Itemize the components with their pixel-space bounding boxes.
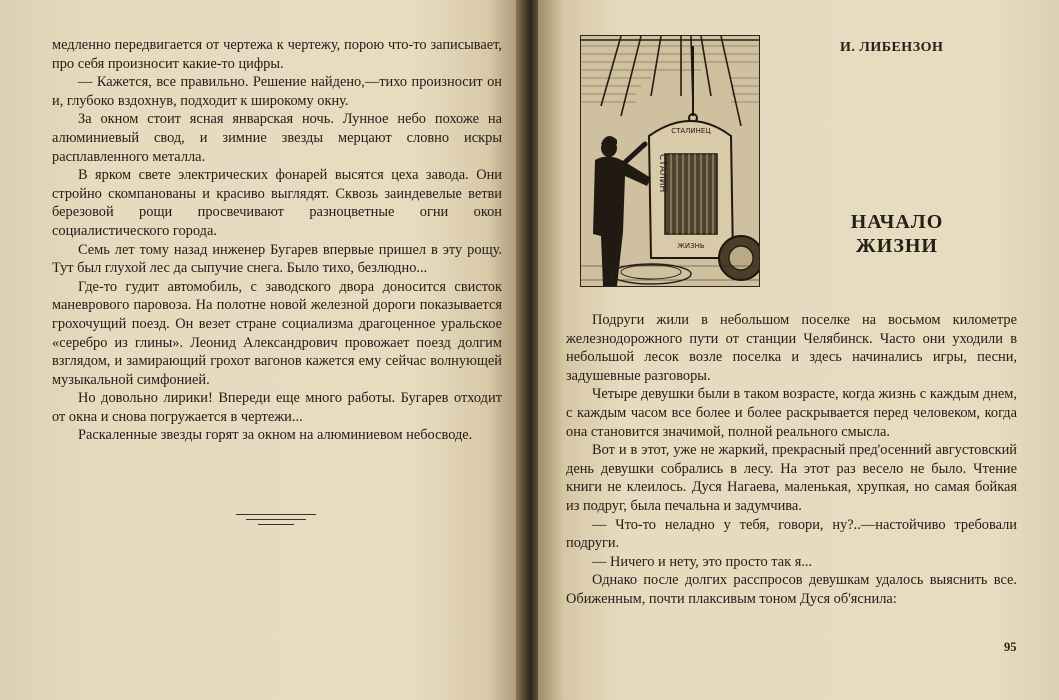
paragraph: — Кажется, все правильно. Решение найдено,—тихо произносит он и, глубоко вздохнув, подходит к широкому окну. xyxy=(52,74,502,109)
paragraph: В ярком свете электрических фонарей высятся цеха завода. Они стройно скомпанованы и красиво выглядят. Сквозь заиндевелые ветви березовой рощи просвечивают разноцветные огни окон социалистического города. xyxy=(52,167,502,239)
left-page xyxy=(0,0,520,700)
story-title-line: ЖИЗНИ xyxy=(855,235,938,257)
page-number: 95 xyxy=(1004,640,1017,654)
paragraph: Подруги жили в небольшом поселке на восьмом километре железнодорожного пути от станции Челябинск. Часто они уходили в небольшой лесок возле поселка и здесь начинались игры, песни, задушевные разговоры. xyxy=(566,312,1017,384)
paragraph: — Ничего и нету, это просто так я... xyxy=(592,553,813,570)
right-page-text xyxy=(566,311,1017,609)
running-head: И. ЛИБЕНЗОН xyxy=(840,40,944,55)
story-title-line: НАЧАЛО xyxy=(850,211,944,233)
factory-illustration xyxy=(580,35,760,287)
paragraph: Четыре девушки были в таком возрасте, когда жизнь с каждым днем, с каждым часом все более и более раскрывается перед человеком, когда она становится значимой, полной реального смысла. xyxy=(566,386,1017,440)
paragraph: Семь лет тому назад инженер Бугарев впервые пришел в эту рощу. Тут был глухой лес да сыпучие снега. Было тихо, безлюдно... xyxy=(52,241,502,277)
illustration-label-bottom: ЖИЗНЬ xyxy=(677,242,705,250)
paragraph: — Что-то неладно у тебя, говори, ну?..—настойчиво требовали подруги. xyxy=(566,516,1017,552)
right-page xyxy=(538,0,1059,700)
left-page-text xyxy=(52,36,502,445)
paragraph: Вот и в этот, уже не жаркий, прекрасный пред'осенний августовский день девушки собрались в лесу. На этот раз весело не было. Чтение книги не клеилось. Дуся Нагаева, маленькая, хрупкая, но самая бойкая из подруг, была печальна и задумчива. xyxy=(566,442,1017,514)
factory-engraving xyxy=(581,36,759,286)
paragraph: Где-то гудит автомобиль, с заводского двора доносится свисток маневрового паровоза. На полотне новой железной дороги показывается грохочущий поезд. Он везет стране социализма драгоценное уральское «серебро из глины». Леонид Александрович провожает поезд долгим взглядом, и замирающий грохот вагонов кажется ему сейчас волнующей музыкальной симфонией. xyxy=(52,278,502,388)
paragraph: Но довольно лирики! Впереди еще много работы. Бугарев отходит от окна и снова погружается в чертежи... xyxy=(52,390,502,425)
section-end-ornament xyxy=(236,512,316,530)
paragraph: За окном стоит ясная январская ночь. Лунное небо похоже на алюминиевый свод, и зимние звезды мерцают словно искры расплавленного металла. xyxy=(52,111,502,165)
illustration-label-top: СТАЛИНЕЦ xyxy=(671,127,711,135)
story-title xyxy=(832,210,962,258)
paragraph: Однако после долгих расспросов девушкам удалось выяснить все. Обиженным, почти плаксивым тоном Дуся об'яснила: xyxy=(566,572,1017,607)
paragraph: медленно передвигается от чертежа к чертежу, порою что-то записывает, про себя произносит какие-то цифры. xyxy=(52,37,502,72)
illustration-label-side: СТАЛИН xyxy=(657,154,667,193)
paragraph: Раскаленные звезды горят за окном на алюминиевом небосводе. xyxy=(78,427,473,444)
